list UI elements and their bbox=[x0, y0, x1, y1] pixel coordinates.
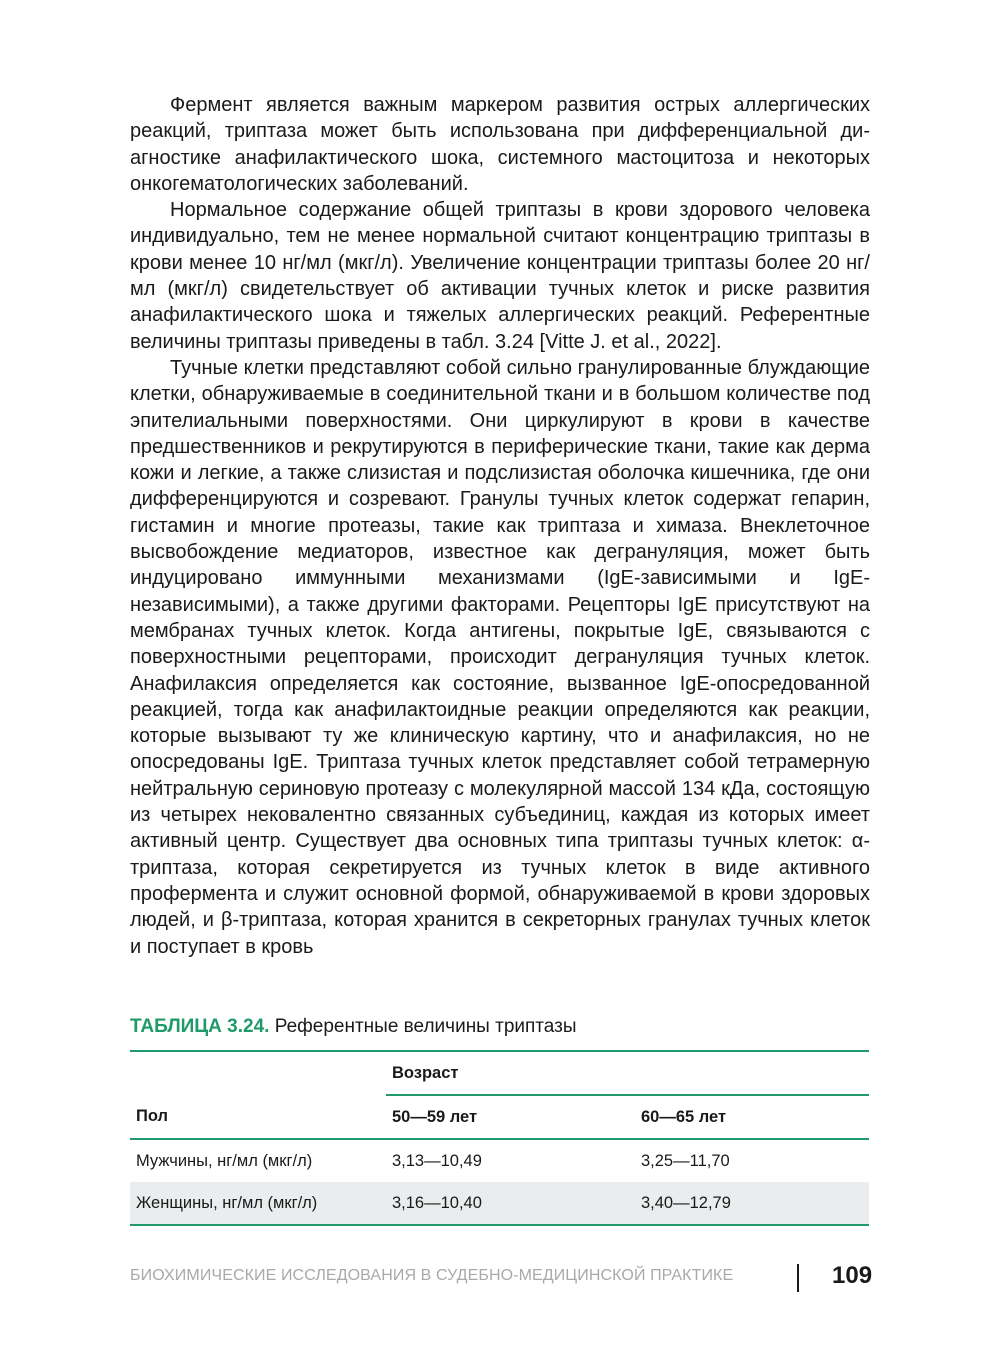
page-number: 109 bbox=[832, 1262, 873, 1289]
header-age-group-1: 50—59 лет bbox=[386, 1095, 635, 1139]
row-label: Женщины, нг/мл (мкг/л) bbox=[130, 1182, 386, 1225]
row-value: 3,25—11,70 bbox=[641, 1151, 730, 1170]
paragraph-2: Нормальное содержание общей триптазы в крови здорового человека индивидуально, тем не менее нормальной считают концентрацию триптазы в крови менее 10 нг/мл (мкг/л). Увеличение концентрации триптазы более 20 нг/мл (мкг/л) свидетельствует об активации тучных клеток и риске развития анафилактического шока и тяжелых аллергических реакций. Референтные величины триптазы приведены в табл. 3.24 [Vitte J. et al., 2022]. bbox=[130, 199, 870, 353]
table-caption-label: ТАБЛИЦА 3.24. bbox=[130, 1016, 270, 1037]
reference-values-table bbox=[130, 1050, 869, 1226]
paragraph-3: Тучные клетки представляют собой сильно гранулированные блуждающие клетки, обнаруживаемые в соединительной ткани и в большом количестве под эпителиальными поверхностями. Они циркулируют в крови в качестве предшественников и рекрутируются в периферические ткани, такие как дерма кожи и легкие, а также слизистая и подслизистая оболочка кишечника, где они дифференцируются и созревают. Гранулы тучных клеток содержат гепарин, гистамин и многие протеазы, такие как триптаза и химаза. Внеклеточное высвобождение медиаторов, известное как дегрануляция, может быть индуцировано иммунными механизмами (IgE-зависимыми и IgE-независимыми), а также другими факторами. Рецепторы IgE присутствуют на мембранах тучных клеток. Когда антигены, покрытые IgE, связываются с поверхностными рецепторами, происходит дегрануляция тучных клеток. Анафилаксия определяется как состояние, вызванное IgE-опосредованной реакцией, тогда как анафилактоидные реакции определяются как реакции, которые вызывают ту же клиническую картину, что и анафилаксия, но не опосредованы IgE. Триптаза тучных клеток представляет собой тетрамерную нейтральную сериновую протеазу с молекулярной массой 134 кДа, состоящую из четырех нековалентно связанных субъединиц, каждая из которых имеет активный центр. Существует два основных типа триптазы тучных клеток: α-триптаза, которая секретируется из тучных клеток в виде активного профермента и служит основной формой, обнаруживаемой в крови здоровых людей, и β-триптаза, которая хранится в секреторных гранулах тучных клеток и поступает в кровь bbox=[130, 356, 870, 958]
header-empty-cell bbox=[130, 1051, 386, 1095]
table-row bbox=[130, 1182, 869, 1225]
table-header-row-2 bbox=[130, 1095, 869, 1139]
footer-divider bbox=[797, 1264, 799, 1292]
header-age: Возраст bbox=[386, 1051, 869, 1095]
row-label: Мужчины, нг/мл (мкг/л) bbox=[136, 1151, 313, 1170]
header-age-group-2: 60—65 лет bbox=[635, 1095, 869, 1139]
table-row bbox=[130, 1139, 869, 1182]
table-caption-text: Референтные величины триптазы bbox=[269, 1016, 577, 1037]
header-sex: Пол bbox=[130, 1095, 386, 1139]
footer-book-title: БИОХИМИЧЕСКИЕ ИССЛЕДОВАНИЯ В СУДЕБНО-МЕДИЦИНСКОЙ ПРАКТИКЕ bbox=[130, 1267, 734, 1284]
table-caption bbox=[130, 1014, 870, 1040]
row-value: 3,40—12,79 bbox=[635, 1182, 869, 1225]
table-header-row-1 bbox=[130, 1051, 869, 1095]
row-value: 3,13—10,49 bbox=[392, 1151, 482, 1170]
body-text bbox=[130, 92, 870, 960]
row-value: 3,16—10,40 bbox=[386, 1182, 635, 1225]
paragraph-1: Фермент является важным маркером развития острых аллергических реакций, триптаза может быть использована при дифференциальной диагностике анафилактического шока, системного мастоцитоза и некоторых онкогематологических заболеваний. bbox=[130, 94, 870, 195]
